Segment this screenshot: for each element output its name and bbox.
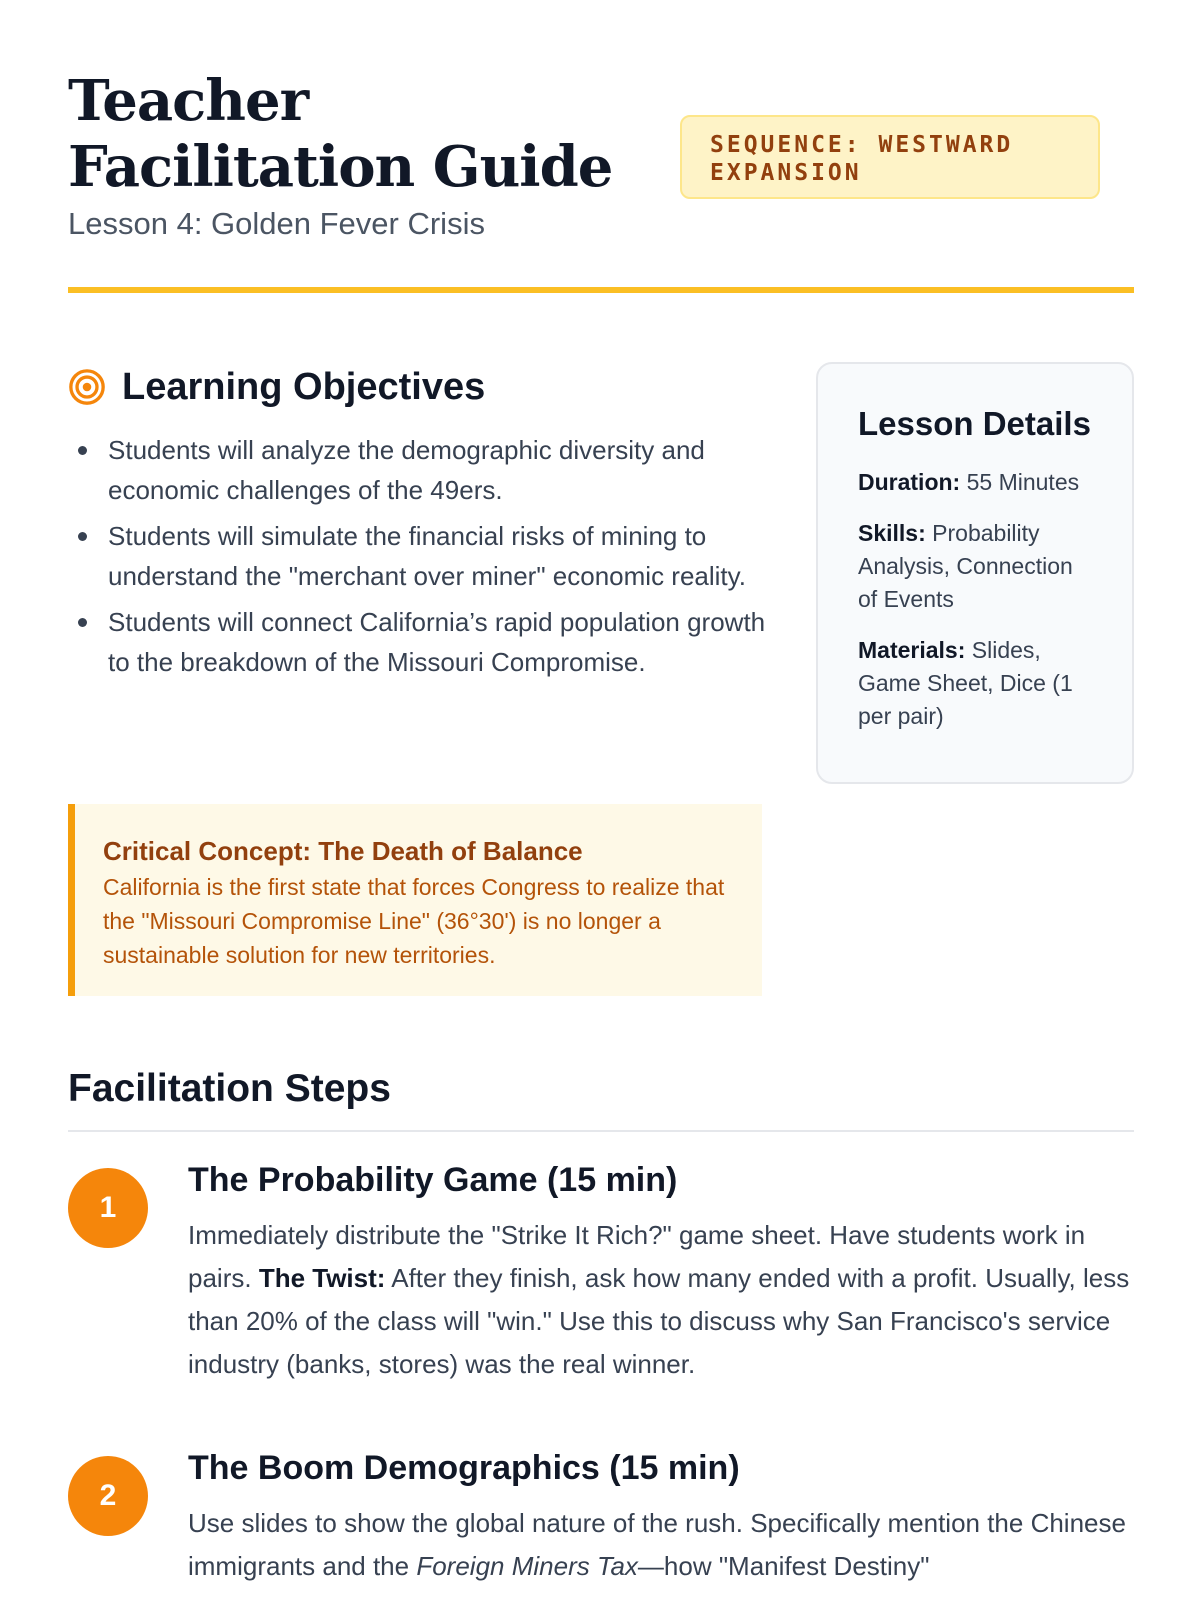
objective-text: Students will analyze the demographic diversity and economic challenges of the 49ers.: [108, 435, 705, 505]
skills-row: [858, 517, 1092, 616]
steps-divider: [68, 1130, 1134, 1132]
critical-concept-callout: [68, 804, 762, 996]
guide-page: [68, 0, 1134, 1581]
duration-row: [858, 466, 1092, 499]
step-body: [188, 1502, 1134, 1588]
bullet-icon: [78, 446, 87, 455]
learning-objectives-heading: [68, 362, 768, 412]
materials-row: [858, 634, 1092, 733]
step-number-badge: 2: [68, 1456, 148, 1536]
step-body-text: Immediately distribute the "Strike It Rich?" game sheet. Have students work in pairs.: [188, 1220, 1086, 1293]
materials-value: Slides, Game Sheet, Dice (1 per pair): [858, 637, 1073, 729]
header-divider: [68, 287, 1134, 293]
target-icon: [68, 368, 106, 406]
bullet-icon: [78, 618, 87, 627]
step-body-text: Use slides to show the global nature of the rush. Specifically mention the Chinese immigrants and the: [188, 1508, 1126, 1581]
step-body-text: After they finish, ask how many ended with a profit. Usually, less than 20% of the class will "win." Use this to discuss why San Francisco's service industry (banks, stores) was the real winner.: [188, 1263, 1130, 1379]
step-title: The Probability Game (15 min): [188, 1161, 678, 1199]
sequence-badge: SEQUENCE: WESTWARD EXPANSION: [680, 115, 1100, 199]
facilitation-steps-heading: Facilitation Steps: [68, 1067, 391, 1110]
callout-title: Critical Concept: The Death of Balance: [103, 836, 583, 866]
duration-label: Duration:: [858, 469, 961, 495]
materials-label: Materials:: [858, 637, 966, 663]
lesson-details-card: [816, 362, 1134, 784]
learning-objectives-title: Learning Objectives: [122, 365, 486, 408]
page-header: [68, 0, 1134, 294]
learning-objectives-section: [68, 362, 768, 688]
objective-text: Students will simulate the financial risks of mining to understand the "merchant over miner" economic reality.: [108, 521, 746, 591]
lesson-subtitle: Lesson 4: Golden Fever Crisis: [68, 206, 485, 241]
step-body-emphasis: The Twist:: [258, 1263, 386, 1293]
list-item: [68, 602, 768, 682]
objectives-list: [68, 430, 768, 682]
bullet-icon: [78, 532, 87, 541]
step-body-italic: Foreign Miners Tax: [416, 1551, 638, 1581]
skills-value: Probability Analysis, Connection of Events: [858, 520, 1073, 612]
step-number-badge: 1: [68, 1168, 148, 1248]
skills-label: Skills:: [858, 520, 926, 546]
step-body-text: —how "Manifest Destiny": [637, 1551, 930, 1581]
duration-value: 55 Minutes: [966, 469, 1080, 495]
page-title: Teacher Facilitation Guide: [68, 68, 613, 200]
objective-text: Students will connect California’s rapid population growth to the breakdown of the Missouri Compromise.: [108, 607, 766, 677]
callout-body: California is the first state that forces Congress to realize that the "Missouri Compromise Line" (36°30') is no longer a sustainable solution for new territories.: [103, 874, 725, 968]
step-body: [188, 1214, 1134, 1386]
list-item: [68, 516, 768, 596]
list-item: [68, 430, 768, 510]
lesson-details-title: Lesson Details: [858, 405, 1091, 442]
step-content: [188, 1158, 1134, 1386]
step-content: [188, 1446, 1134, 1588]
step-title: The Boom Demographics (15 min): [188, 1449, 740, 1487]
